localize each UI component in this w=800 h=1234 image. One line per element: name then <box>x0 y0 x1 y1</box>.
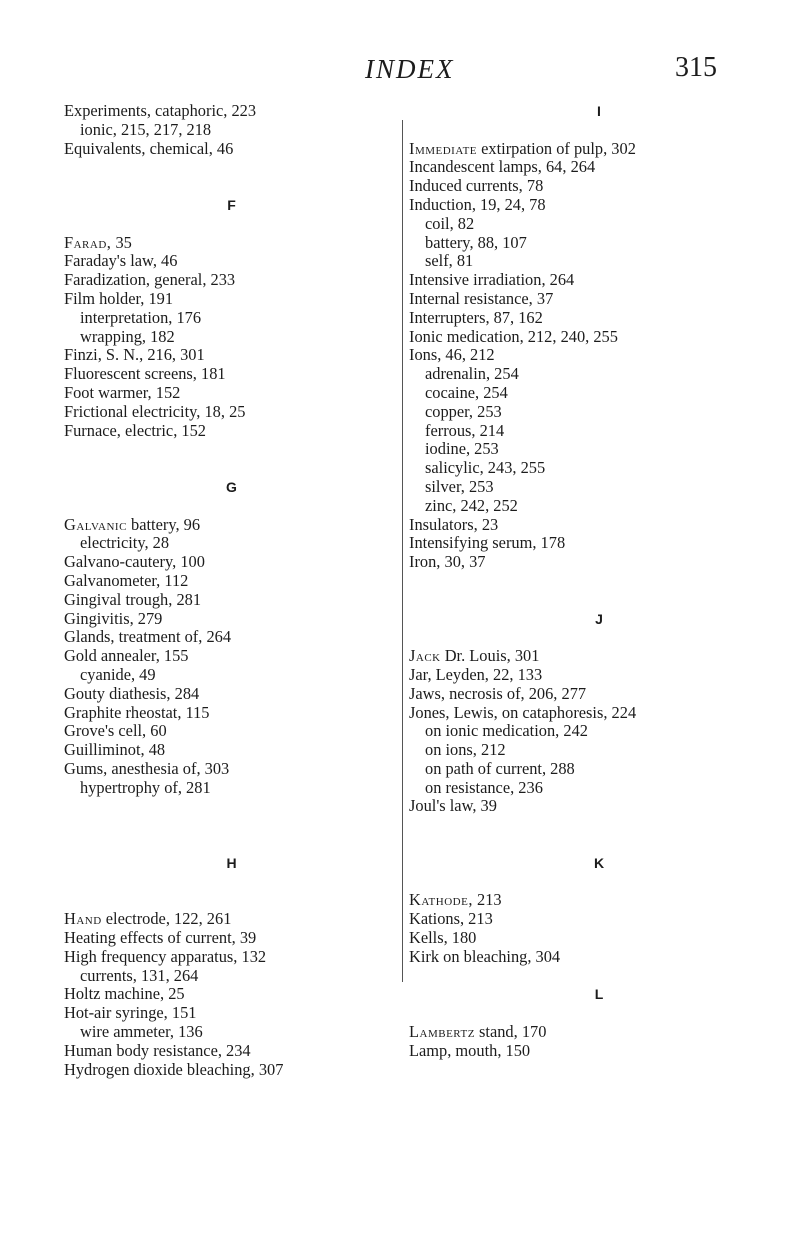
index-entry: Gums, anesthesia of, 303 <box>64 758 230 778</box>
index-entry: Gingivitis, 279 <box>64 608 163 628</box>
entry-head: Jack <box>409 646 441 666</box>
index-entry: Kations, 213 <box>409 909 493 929</box>
index-subentry: zinc, 242, 252 <box>425 495 518 515</box>
index-entry: Frictional electricity, 18, 25 <box>64 401 246 421</box>
index-subentry: hypertrophy of, 281 <box>80 777 211 797</box>
index-subentry: self, 81 <box>425 251 474 271</box>
entry-head: Hand <box>64 909 102 929</box>
index-entry: Insulators, 23 <box>409 514 499 534</box>
index-entry: Holtz machine, 25 <box>64 984 185 1004</box>
entry-head: Galvanic <box>64 514 127 534</box>
entry-head: Kathode, <box>409 890 473 910</box>
index-entry: High frequency apparatus, 132 <box>64 946 267 966</box>
index-subentry: cocaine, 254 <box>425 382 508 402</box>
index-entry: Ions, 46, 212 <box>409 345 495 365</box>
index-entry: Hydrogen dioxide bleaching, 307 <box>64 1059 284 1079</box>
index-entry: Kells, 180 <box>409 928 477 948</box>
index-subentry: copper, 253 <box>425 401 502 421</box>
index-subentry: salicylic, 243, 255 <box>425 458 546 478</box>
index-entry <box>409 140 789 159</box>
index-entry: Faraday's law, 46 <box>64 251 178 271</box>
index-subentry: on ions, 212 <box>425 740 506 760</box>
index-entry <box>409 647 789 666</box>
index-entry: Guilliminot, 48 <box>64 740 166 760</box>
index-entry: Foot warmer, 152 <box>64 382 181 402</box>
index-entry: Furnace, electric, 152 <box>64 420 206 440</box>
page-number: 315 <box>675 52 717 83</box>
section-letter-k: K <box>593 854 605 871</box>
section-letter-h: H <box>226 854 237 871</box>
index-entry: Film holder, 191 <box>64 288 174 308</box>
entry-head: Immediate <box>409 138 478 158</box>
index-entry: Grove's cell, 60 <box>64 721 167 741</box>
section-letter-l: L <box>594 986 604 1003</box>
index-subentry: currents, 131, 264 <box>80 965 199 985</box>
entry-rest: extirpation of pulp, 302 <box>477 138 636 158</box>
entry-head: Farad, <box>64 232 112 252</box>
entry-rest: stand, 170 <box>474 1022 547 1042</box>
header-title: INDEX <box>365 54 455 84</box>
section-letter-i: I <box>597 103 601 119</box>
index-subentry: cyanide, 49 <box>80 664 156 684</box>
column-divider <box>402 120 403 982</box>
index-entry <box>409 891 789 910</box>
index-entry: Induced currents, 78 <box>409 176 544 196</box>
index-entry: Graphite rheostat, 115 <box>64 702 210 722</box>
index-entry: Finzi, S. N., 216, 301 <box>64 345 205 365</box>
index-entry: Hot-air syringe, 151 <box>64 1003 197 1023</box>
index-entry: Glands, treatment of, 264 <box>64 627 232 647</box>
index-entry: Jar, Leyden, 22, 133 <box>409 664 543 684</box>
index-subentry: coil, 82 <box>425 213 475 233</box>
entry-rest: battery, 96 <box>126 514 201 534</box>
index-entry <box>64 910 399 929</box>
index-entry: Internal resistance, 37 <box>409 288 554 308</box>
index-subentry: silver, 253 <box>425 476 494 496</box>
entry-head: Lambertz <box>409 1022 475 1042</box>
index-subentry: on resistance, 236 <box>425 777 543 797</box>
index-entry: Gingival trough, 281 <box>64 589 202 609</box>
index-entry: Iron, 30, 37 <box>409 552 486 572</box>
section-letter-j: J <box>595 610 603 627</box>
index-entry: Jaws, necrosis of, 206, 277 <box>409 683 587 703</box>
entry-rest: 213 <box>472 890 502 910</box>
index-entry: Fluorescent screens, 181 <box>64 364 226 384</box>
entry-rest: 35 <box>111 232 132 252</box>
index-entry: Interrupters, 87, 162 <box>409 307 543 327</box>
index-entry: Heating effects of current, 39 <box>64 928 257 948</box>
entry-rest: electrode, 122, 261 <box>101 909 232 929</box>
section-letter-g: G <box>226 478 237 495</box>
index-entry: Ionic medication, 212, 240, 255 <box>409 326 618 346</box>
right-column <box>409 102 789 1061</box>
index-subentry: interpretation, 176 <box>80 307 202 327</box>
index-entry: Joul's law, 39 <box>409 796 497 816</box>
index-subentry: wrapping, 182 <box>80 326 175 346</box>
index-entry: Gouty diathesis, 284 <box>64 683 200 703</box>
index-subentry: battery, 88, 107 <box>425 232 527 252</box>
index-entry: Intensive irradiation, 264 <box>409 270 575 290</box>
index-entry: Kirk on bleaching, 304 <box>409 946 561 966</box>
index-subentry: wire ammeter, 136 <box>80 1022 203 1042</box>
index-entry <box>64 234 399 253</box>
index-subentry: ionic, 215, 217, 218 <box>80 119 212 139</box>
index-subentry: on ionic medication, 242 <box>425 721 588 741</box>
section-letter-f: F <box>227 196 236 213</box>
index-entry: Galvano-cautery, 100 <box>64 552 205 572</box>
index-subentry: ferrous, 214 <box>425 420 505 440</box>
left-column <box>64 102 399 1079</box>
index-entry: Human body resistance, 234 <box>64 1040 251 1060</box>
index-entry: Experiments, cataphoric, 223 <box>64 101 257 120</box>
entry-rest: Dr. Louis, 301 <box>440 646 540 666</box>
index-entry: Induction, 19, 24, 78 <box>409 194 546 214</box>
index-entry: Lamp, mouth, 150 <box>409 1040 531 1060</box>
index-entry: Galvanometer, 112 <box>64 570 189 590</box>
index-entry: Intensifying serum, 178 <box>409 533 566 553</box>
index-entry <box>64 516 399 535</box>
index-entry: Incandescent lamps, 64, 264 <box>409 157 596 177</box>
index-entry: Equivalents, chemical, 46 <box>64 138 234 158</box>
index-entry <box>409 1023 789 1042</box>
index-subentry: electricity, 28 <box>80 533 170 553</box>
index-entry: Faradization, general, 233 <box>64 270 236 290</box>
index-entry: Gold annealer, 155 <box>64 646 189 666</box>
index-subentry: adrenalin, 254 <box>425 364 519 384</box>
index-subentry: on path of current, 288 <box>425 758 575 778</box>
index-entry: Jones, Lewis, on cataphoresis, 224 <box>409 702 637 722</box>
index-subentry: iodine, 253 <box>425 439 499 459</box>
